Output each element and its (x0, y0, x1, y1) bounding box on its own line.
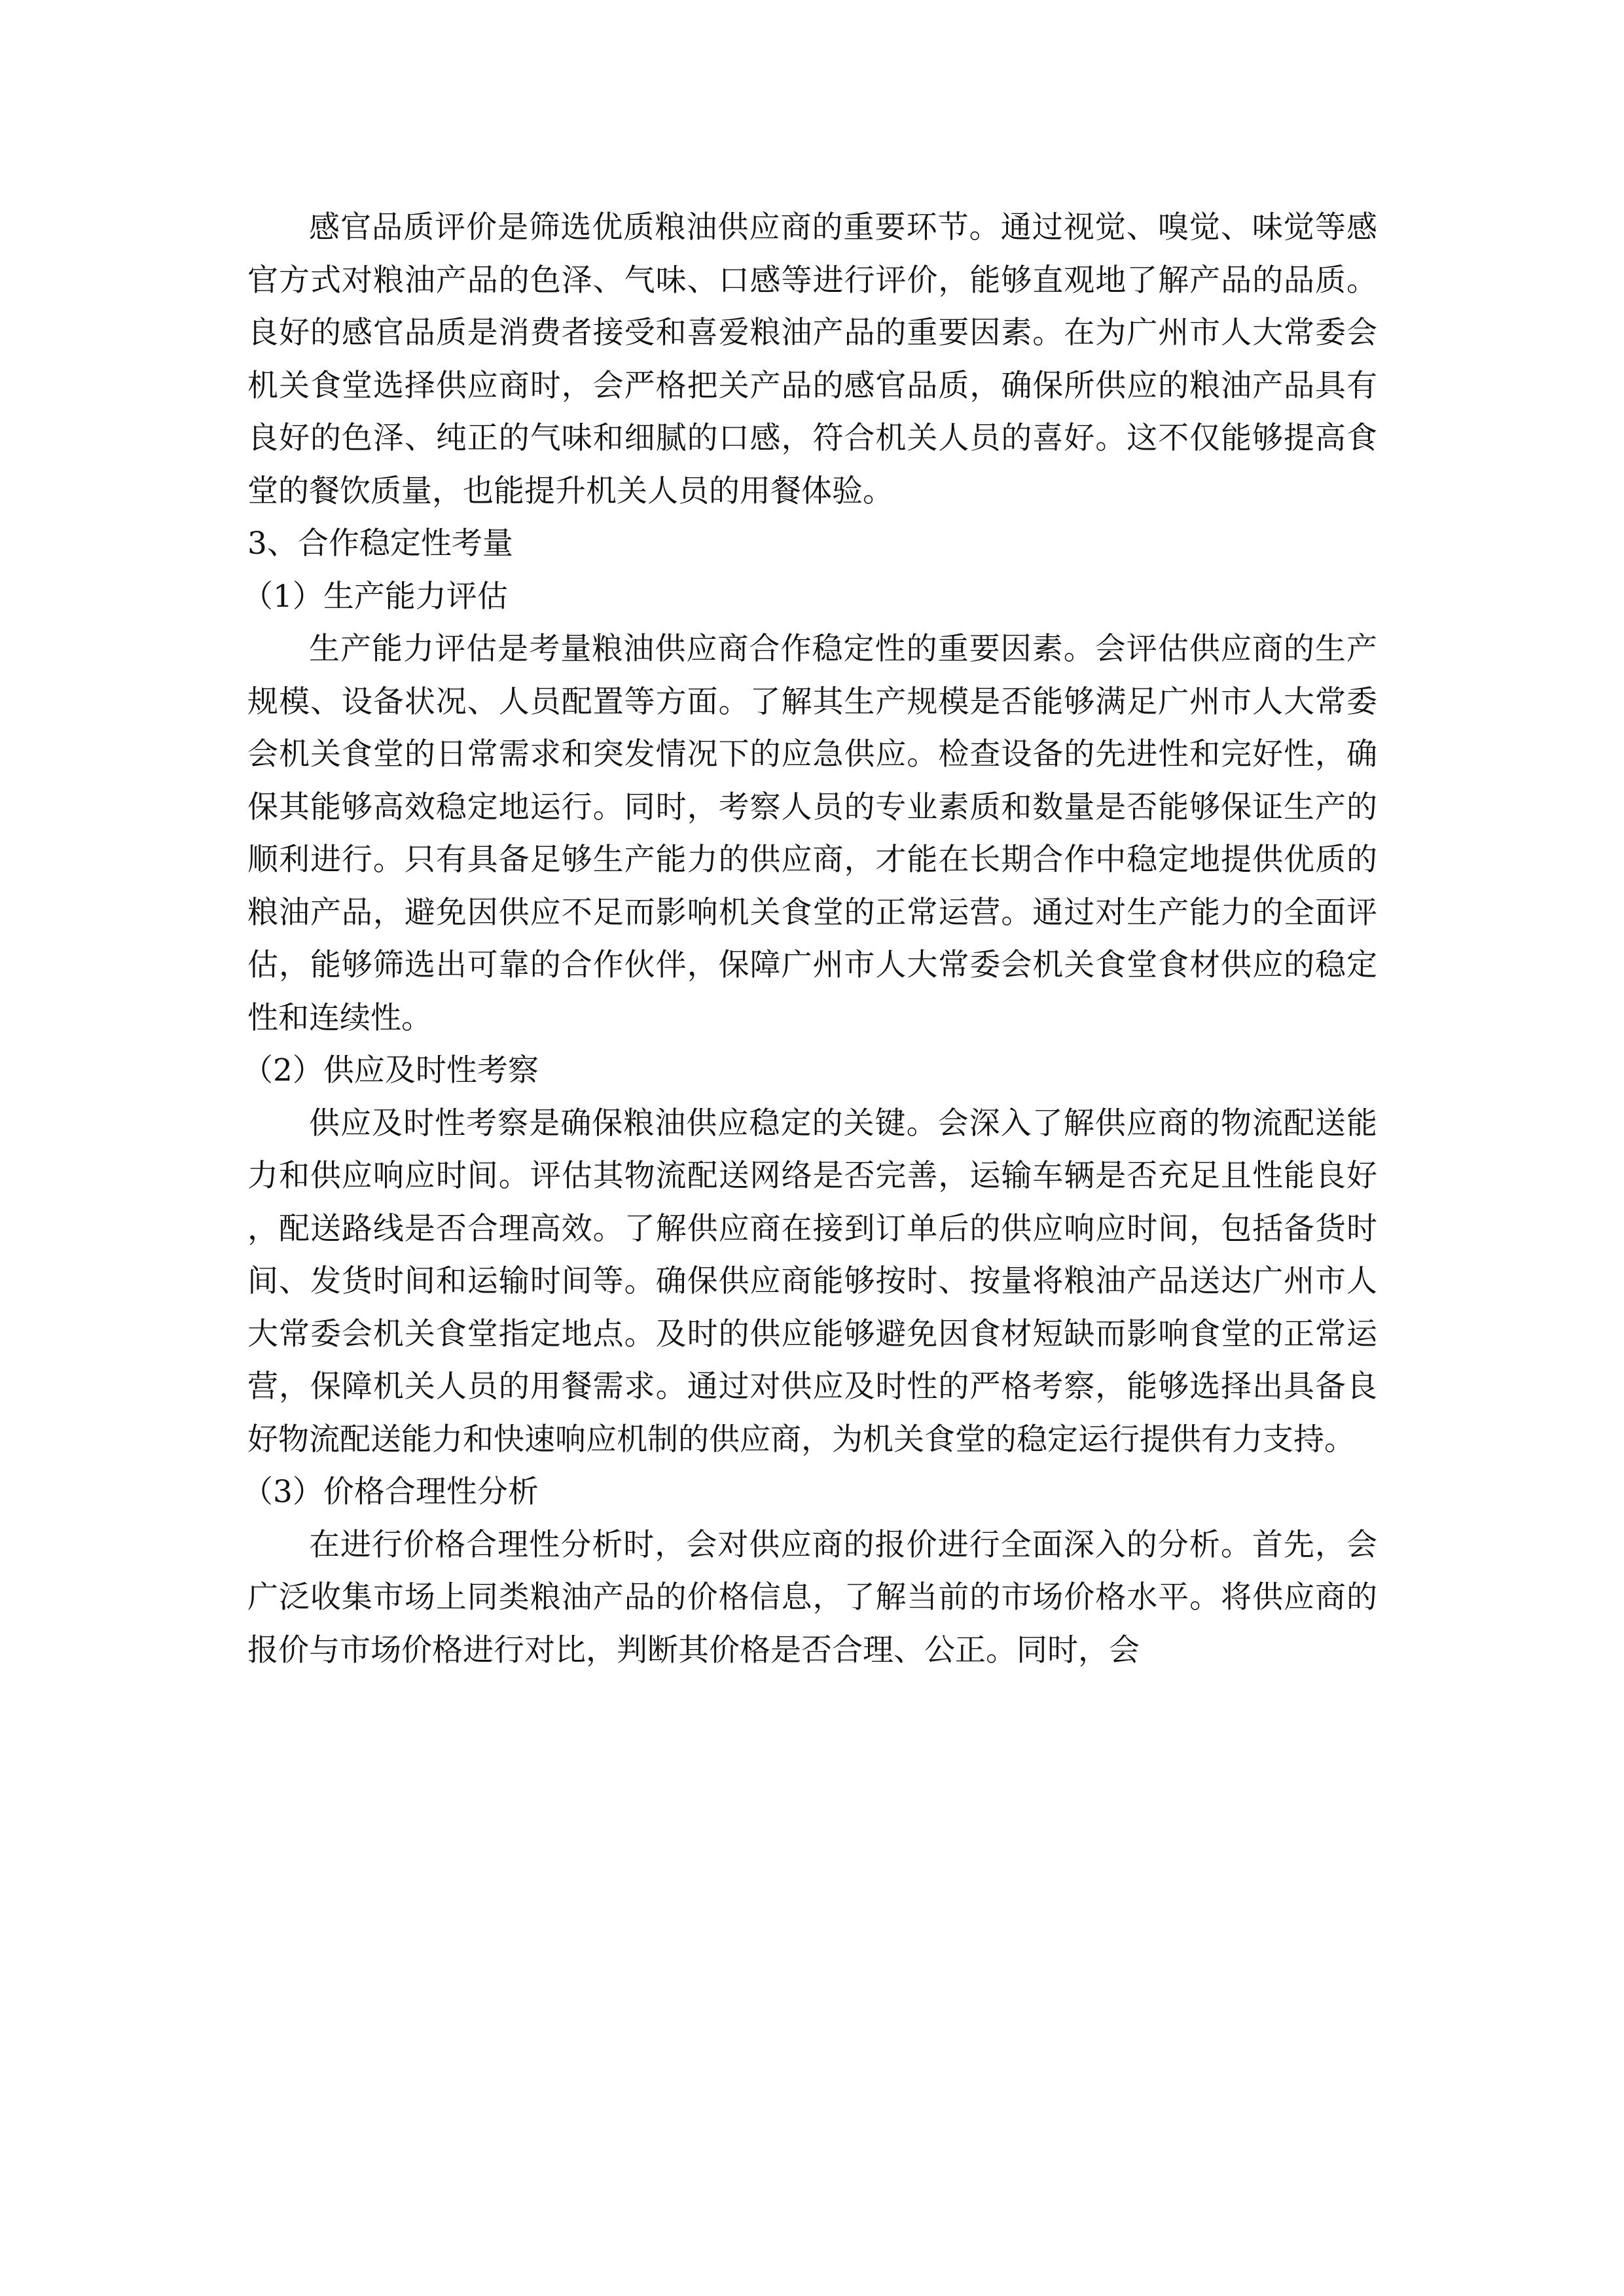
paragraph-production-capacity: 生产能力评估是考量粮油供应商合作稳定性的重要因素。会评估供应商的生产规模、设备状况、人员配置等方面。了解其生产规模是否能够满足广州市人大常委会机关食堂的日常需求和突发情况下的应急供应。检查设备的先进性和完好性，确保其能够高效稳定地运行。同时，考察人员的专业素质和数量是否能够保证生产的顺利进行。只有具备足够生产能力的供应商，才能在长期合作中稳定地提供优质的粮油产品，避免因供应不足而影响机关食堂的正常运营。通过对生产能力的全面评估，能够筛选出可靠的合作伙伴，保障广州市人大常委会机关食堂食材供应的稳定性和连续性。 (247, 631, 1377, 1036)
paragraph-price-reasonableness: 在进行价格合理性分析时，会对供应商的报价进行全面深入的分析。首先，会广泛收集市场上同类粮油产品的价格信息，了解当前的市场价格水平。将供应商的报价与市场价格进行对比，判断其价格是否合理、公正。同时，会 (247, 1526, 1377, 1668)
subheading-supply-timeliness: （2）供应及时性考察 (242, 1052, 539, 1088)
subheading-price-reasonableness: （3）价格合理性分析 (242, 1474, 539, 1510)
paragraph-sensory-quality: 感官品质评价是筛选优质粮油供应商的重要环节。通过视觉、嗅觉、味觉等感官方式对粮油产品的色泽、气味、口感等进行评价，能够直观地了解产品的品质。良好的感官品质是消费者接受和喜爱粮油产品的重要因素。在为广州市人大常委会机关食堂选择供应商时，会严格把关产品的感官品质，确保所供应的粮油产品具有良好的色泽、纯正的气味和细腻的口感，符合机关人员的喜好。这不仅能够提高食堂的餐饮质量，也能提升机关人员的用餐体验。 (247, 209, 1377, 509)
subheading-production-capacity: （1）生产能力评估 (242, 578, 508, 615)
paragraph-supply-timeliness: 供应及时性考察是确保粮油供应稳定的关键。会深入了解供应商的物流配送能力和供应响应时间。评估其物流配送网络是否完善，运输车辆是否充足且性能良好，配送路线是否合理高效。了解供应商在接到订单后的供应响应时间，包括备货时间、发货时间和运输时间等。确保供应商能够按时、按量将粮油产品送达广州市人大常委会机关食堂指定地点。及时的供应能够避免因食材短缺而影响食堂的正常运营，保障机关人员的用餐需求。通过对供应及时性的严格考察，能够选择出具备良好物流配送能力和快速响应机制的供应商，为机关食堂的稳定运行提供有力支持。 (247, 1105, 1377, 1458)
document-page (242, 202, 1377, 1677)
section-heading-cooperation-stability: 3、合作稳定性考量 (247, 526, 513, 562)
